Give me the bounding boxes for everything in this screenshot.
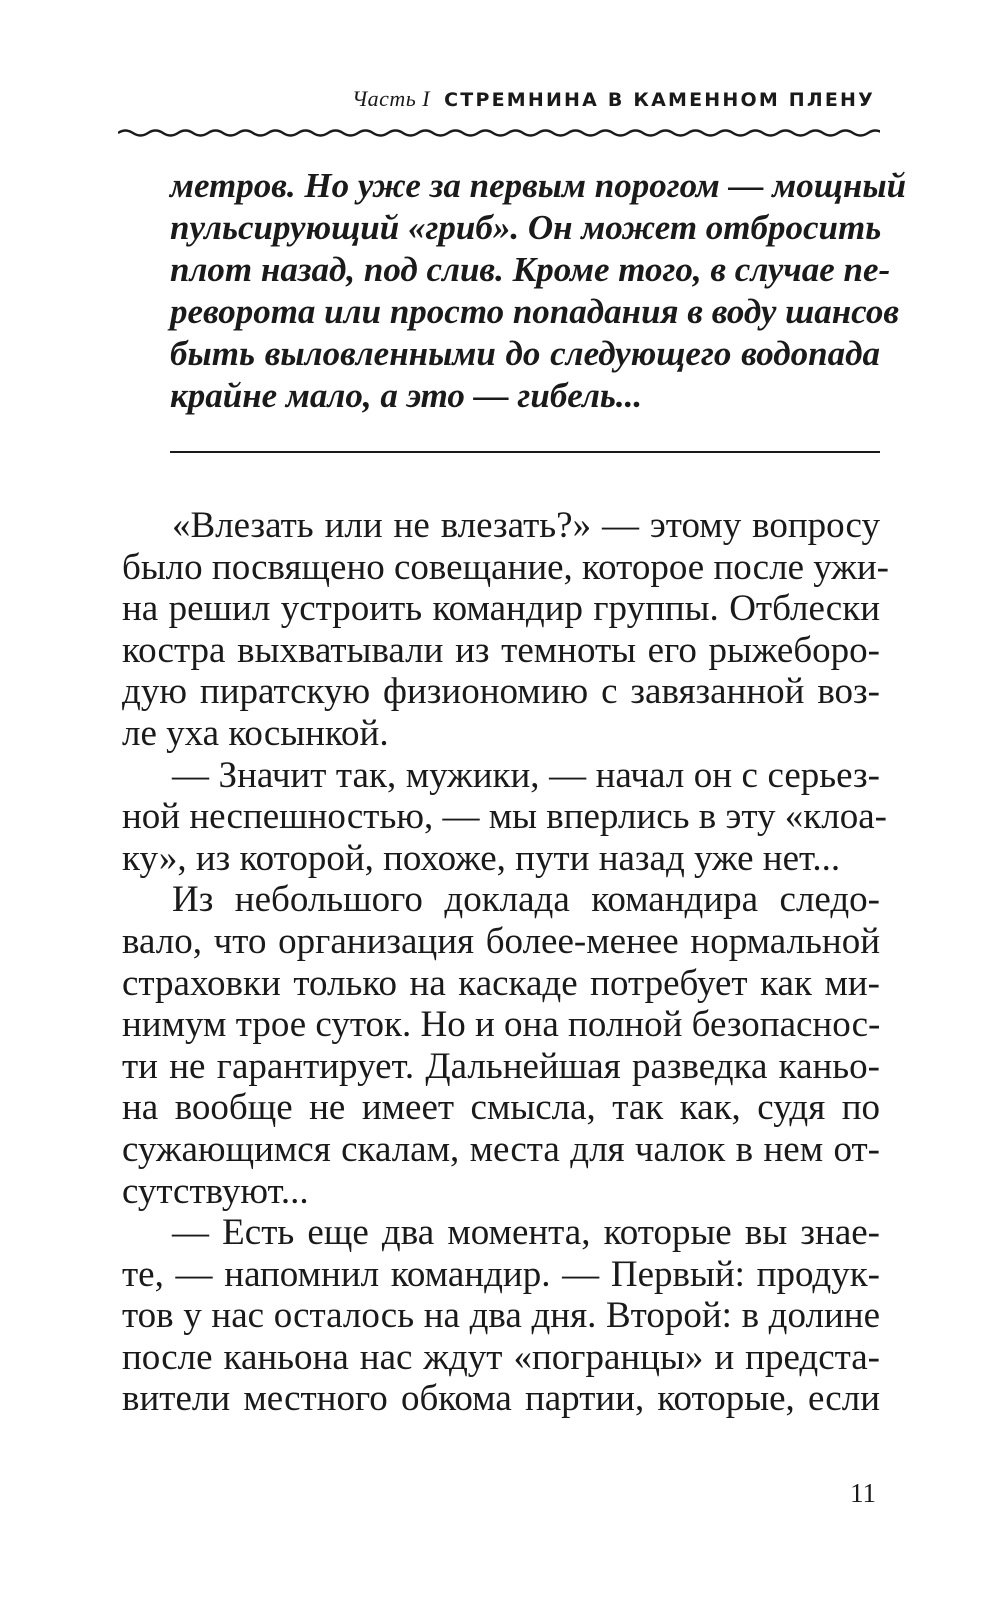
body-line-22: вители местного обкома партии, которые, если xyxy=(122,1378,880,1420)
body-line-13: нимум трое суток. Но и она полной безопаснос- xyxy=(122,1004,881,1046)
body-line-12: страховки только на каскаде потребует как ми- xyxy=(122,962,880,1004)
italic-line-4: реворота или просто попадания в воду шансов xyxy=(170,292,899,331)
body-line-9: ку», из которой, похоже, пути назад уже нет... xyxy=(122,837,841,879)
running-header xyxy=(352,86,875,112)
body-line-4: костра выхватывали из темноты его рыжеборо- xyxy=(122,629,880,671)
body-line-15: на вообще не имеет смысла, так как, судя по xyxy=(122,1087,880,1129)
body-line-21: после каньона нас ждут «погранцы» и предста- xyxy=(122,1336,880,1378)
body-line-8: ной неспешностью, — мы вперлись в эту «клоа- xyxy=(122,796,887,838)
body-line-6: ле уха косынкой. xyxy=(122,712,389,754)
italic-excerpt xyxy=(170,165,907,417)
body-line-14: ти не гарантирует. Дальнейшая разведка каньо- xyxy=(122,1045,880,1087)
body-line-16: сужающимся скалам, места для чалок в нем от- xyxy=(122,1128,880,1170)
italic-line-1: метров. Но уже за первым порогом — мощный xyxy=(170,166,907,205)
horizontal-rule xyxy=(170,451,880,453)
body-line-1: «Влезать или не влезать?» — этому вопросу xyxy=(172,505,880,546)
body-line-17: сутствуют... xyxy=(122,1170,309,1212)
italic-line-2: пульсирующий «гриб». Он может отбросить xyxy=(170,208,882,247)
body-line-11: вало, что организация более-менее нормальной xyxy=(122,920,880,962)
body-text xyxy=(122,505,889,1420)
body-line-10: Из небольшого доклада командира следо- xyxy=(172,879,880,921)
part-label: Часть I xyxy=(351,86,431,111)
body-line-18: — Есть еще два момента, которые вы знае- xyxy=(172,1212,880,1254)
italic-line-3: плот назад, под слив. Кроме того, в случае пе- xyxy=(170,250,891,289)
chapter-title: СТРЕМНИНА В КАМЕННОМ ПЛЕНУ xyxy=(444,89,875,111)
italic-line-6: крайне мало, а это — гибель... xyxy=(170,376,643,415)
italic-line-5: быть выловленными до следующего водопада xyxy=(170,334,880,373)
body-line-3: на решил устроить командир группы. Отблески xyxy=(122,588,880,630)
wavy-divider xyxy=(118,122,880,144)
page-number: 11 xyxy=(850,1478,876,1508)
body-line-7: — Значит так, мужики, — начал он с серьез- xyxy=(172,754,880,796)
body-line-5: дую пиратскую физиономию с завязанной воз- xyxy=(122,671,880,713)
body-line-19: те, — напомнил командир. — Первый: продук- xyxy=(122,1253,880,1295)
body-line-20: тов у нас осталось на два дня. Второй: в долине xyxy=(122,1295,880,1337)
body-line-2: было посвящено совещание, которое после ужи- xyxy=(122,546,889,588)
